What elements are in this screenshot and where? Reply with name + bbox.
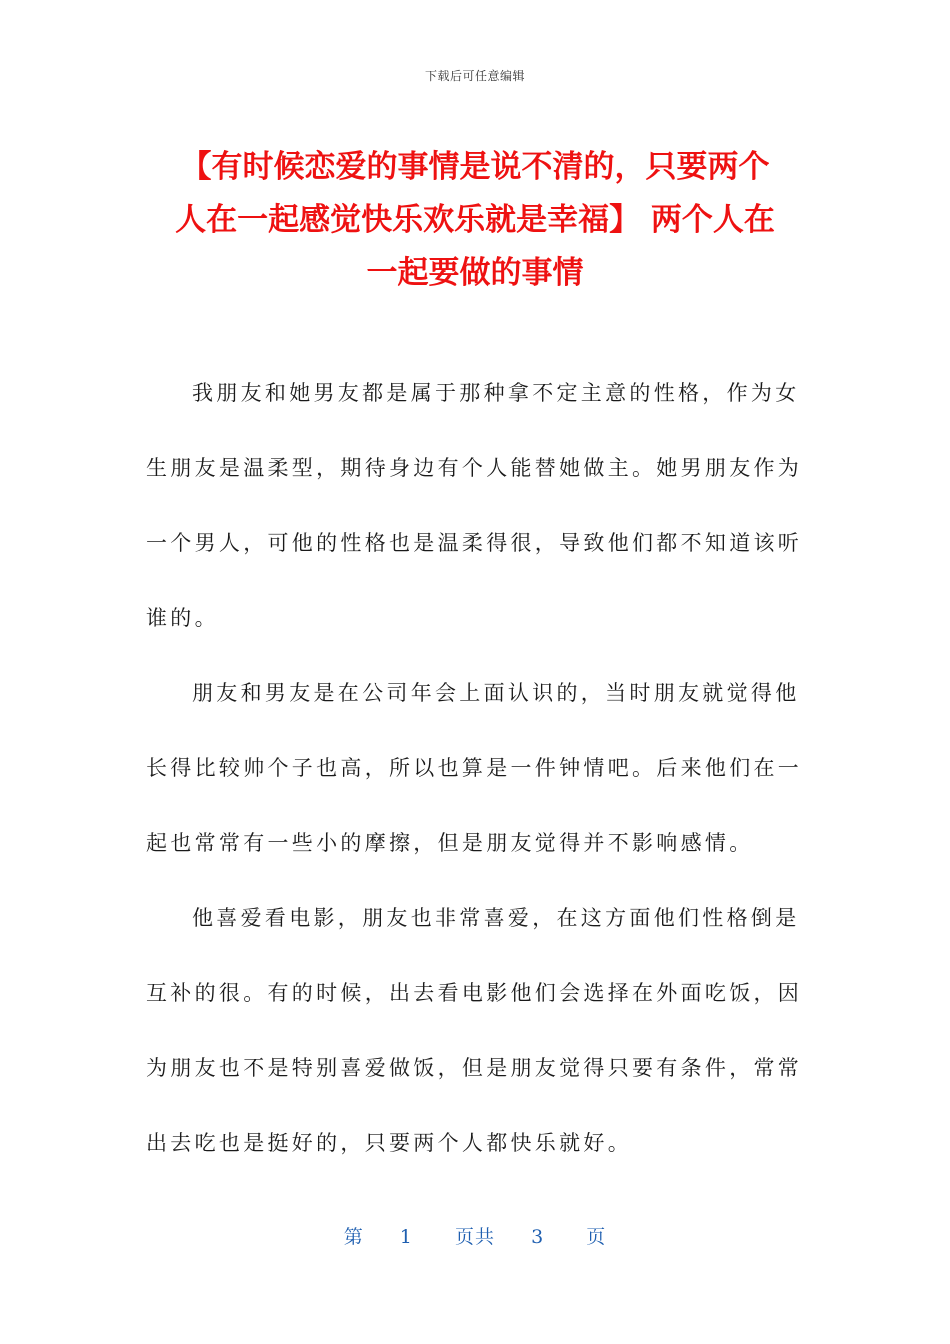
page-label-mid: 页共	[454, 1226, 495, 1248]
paragraph-line: 互补的很。有的时候，出去看电影他们会选择在外面吃饭，因	[146, 981, 803, 1005]
paragraph-line: 一个男人，可他的性格也是温柔得很，导致他们都不知道该听	[146, 531, 803, 555]
paragraph-line: 起也常常有一些小的摩擦，但是朋友觉得并不影响感情。	[146, 831, 754, 855]
paragraph-line: 朋友和男友是在公司年会上面认识的，当时朋友就觉得他	[192, 681, 800, 705]
paragraph-line: 长得比较帅个子也高，所以也算是一件钟情吧。后来他们在一	[146, 756, 803, 780]
page-label-prefix: 第	[343, 1226, 364, 1248]
paragraph-line: 生朋友是温柔型，期待身边有个人能替她做主。她男朋友作为	[146, 456, 803, 480]
paragraph-line: 谁的。	[146, 606, 219, 630]
paragraph-line: 出去吃也是挺好的，只要两个人都快乐就好。	[146, 1131, 632, 1155]
paragraph-line: 为朋友也不是特别喜爱做饭，但是朋友觉得只要有条件，常常	[146, 1056, 803, 1080]
page-label-suffix: 页	[586, 1226, 607, 1248]
header-note: 下载后可任意编辑	[424, 69, 525, 83]
document-body	[146, 356, 806, 1181]
total-pages-number: 3	[531, 1226, 545, 1248]
paragraph-line: 他喜爱看电影，朋友也非常喜爱，在这方面他们性格倒是	[192, 906, 800, 930]
title-line: 一起要做的事情	[366, 255, 584, 291]
current-page-number: 1	[399, 1226, 413, 1248]
page-number-footer	[0, 1222, 950, 1249]
title-line: 【有时候恋爱的事情是说不清的，只要两个	[180, 149, 770, 185]
title-line: 人在一起感觉快乐欢乐就是幸福】 两个人在	[175, 202, 775, 238]
paragraph-line: 我朋友和她男友都是属于那种拿不定主意的性格，作为女	[192, 381, 800, 405]
document-title	[130, 141, 820, 300]
